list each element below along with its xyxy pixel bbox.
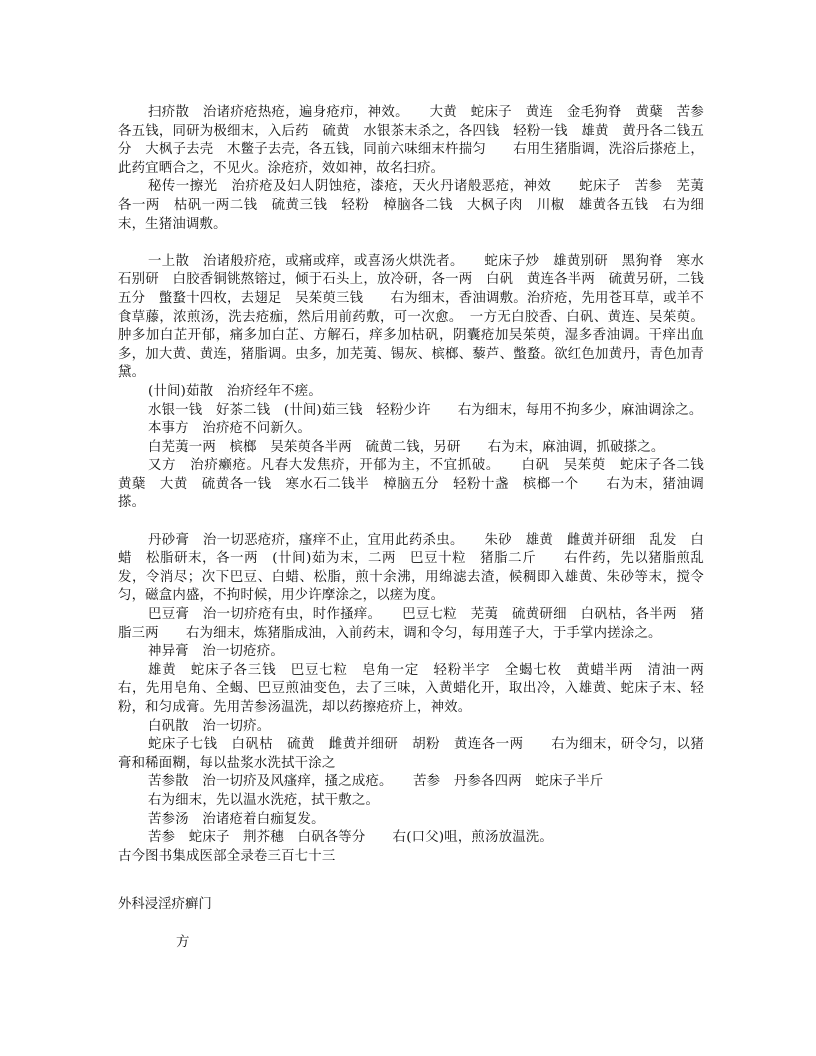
paragraph-bai-fan-san: 白矾散 治一切疥。 [148, 718, 271, 734]
section-title: 外科浸淫疥癣门 [118, 897, 212, 912]
paragraph-ben-shi-fang: 本事方 治疥疮不问新久。 [148, 421, 312, 437]
paragraph-ku-shen-san: 苦参散 治一切疥及风瘙痒，搔之成疮。 苦参 丹参各四两 蛇床子半斤 [148, 774, 604, 790]
paragraph-lu-ru-san-recipe: 水银一钱 好茶二钱 (卄间)茹三钱 轻粉少许 右为细末，每用不拘多少，麻油调涂之。 [148, 402, 703, 418]
paragraph-yi-shang-san: 一上散 治诸般疥疮，或痛或痒，或喜汤火烘洗者。 蛇床子炒 雄黄别研 黑狗脊 寒水石别研 白胶香铜铫熬镕过，倾于石头上，放冷研，各一两 白矾 黄连各半两 硫黄另研，二钱五分 蟞蝥十四枚，去翅足 吴茱萸三钱 右为细末，香油调敷。治疥疮，先用苍耳草，或羊不食草藤，浓煎汤，洗去疮痂，然后用前药敷，可一次愈。 一方无白胶香、白矾、黄连、吴茱萸。肿多加白芷开郁，痛多加白芷、方解石，痒多加枯矾，阴囊疮加吴茱萸，湿多香油调。干痒出血多，加大黄、黄连，猪脂调。虫多，加芜荑、锡灰、槟榔、藜芦、蟞蝥。欲红色加黄丹，青色加青黛。 [118, 253, 704, 381]
paragraph-ben-shi-fang-recipe: 白芜荑一两 槟榔 吴茱萸各半两 硫黄二钱，另研 右为末，麻油调，抓破搽之。 [148, 439, 665, 455]
paragraph-shen-yi-gao: 神异膏 治一切疮疥。 [148, 644, 284, 660]
paragraph-ba-dou-gao: 巴豆膏 治一切疥疮有虫，时作搔痒。 巴豆七粒 芜荑 硫黄研细 白矾枯，各半两 猪脂三两 右为细末，炼猪脂成油，入前药末，调和令匀，每用莲子大，于手掌内搓涂之。 [118, 607, 704, 641]
paragraph-gap [118, 513, 704, 532]
paragraph-you-fang: 又方 治疥癞疮。凡春大发焦疥，开郁为主，不宜抓破。 白矾 吴茱萸 蛇床子各二钱 黄蘖 大黄 硫黄各一钱 寒水石二钱半 樟脑五分 轻粉十盏 槟榔一个 右为末，猪油调搽。 [118, 458, 718, 511]
paragraph-dan-sha-gao: 丹砂膏 治一切恶疮疥，瘙痒不止，宜用此药杀虫。 朱砂 雄黄 雌黄并研细 乱发 白蜡 松脂研末，各一两 (卄间)茹为末，二两 巴豆十粒 猪脂二斤 右件药，先以猪脂煎乱发，令消尽；次下巴豆、白蜡、松脂，煎十余沸，用绵滤去渣，候稠即入雄黄、朱砂等末，搅令匀，磁盒内盛，不拘时候，用少许摩涂之，以瘥为度。 [118, 532, 704, 604]
paragraph-bai-fan-san-recipe: 蛇床子七钱 白矾枯 硫黄 雌黄并细研 胡粉 黄连各一两 右为细末，研令匀，以猪膏和稀面糊，每以盐浆水洗拭干涂之 [118, 737, 704, 771]
paragraph-ku-shen-tang: 苦参汤 治诸疮着白痂复发。 [148, 811, 325, 827]
paragraph-shen-yi-gao-recipe: 雄黄 蛇床子各三钱 巴豆七粒 皂角一定 轻粉半字 全蝎七枚 黄蜡半两 清油一两右，先用皂角、全蝎、巴豆煎油变色，去了三味，入黄蜡化开，取出冷，入雄黄、蛇床子末、轻粉，和匀成膏。先用苦参汤温洗，却以药擦疮疥上，神效。 [118, 662, 704, 715]
volume-footer: 古今图书集成医部全录卷三百七十三 [118, 848, 336, 864]
paragraph-ku-shen-san-usage: 右为细末，先以温水洗疮，拭干敷之。 [148, 792, 380, 808]
paragraph-gap [118, 234, 704, 253]
body-text [118, 104, 718, 866]
section-subtitle: 方 [176, 935, 190, 950]
paragraph-mi-chuan-yi-ca-guang: 秘传一擦光 治疥疮及妇人阴蚀疮，漆疮，天火丹诸般恶疮，神效 蛇床子 苦参 芜荑各一两 枯矾一两二钱 硫黄三钱 轻粉 樟脑各二钱 大枫子肉 川椒 雄黄各五钱 右为细末，生猪油调敷。 [118, 179, 704, 232]
paragraph-lu-ru-san: (卄间)茹散 治疥经年不瘥。 [148, 383, 322, 399]
paragraph-ku-shen-tang-recipe: 苦参 蛇床子 荆芥穗 白矾各等分 右(口父)咀，煎汤放温洗。 [148, 830, 553, 846]
paragraph-sao-jie-san: 扫疥散 治诸疥疮热疮，遍身疮疖，神效。 大黄 蛇床子 黄连 金毛狗脊 黄蘖 苦参各五钱，同研为极细末，入后药 硫黄 水银茶末杀之，各四钱 轻粉一钱 雄黄 黄丹各二钱五分 大枫子去壳 木鳖子去壳，各五钱，同前六味细末杵揣匀 右用生猪脂调，洗浴后搽疮上，此药宜晒合之，不见火。涂疮疥，效如神，故名扫疥。 [118, 105, 704, 176]
